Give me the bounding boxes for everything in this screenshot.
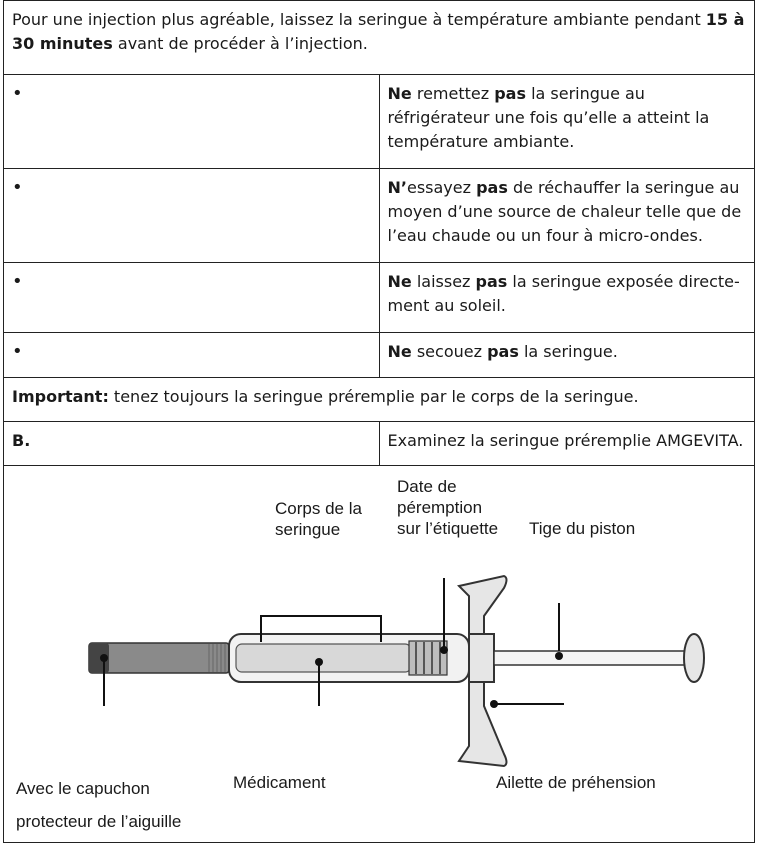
bullet-cell <box>4 333 380 378</box>
bullet-cell <box>4 263 380 333</box>
warning-row <box>4 263 755 333</box>
step-label: B. <box>12 431 31 450</box>
warning-bold: pas <box>494 84 526 103</box>
warning-text: la seringue exposée directe-ment au soleil. <box>387 272 740 315</box>
warning-row <box>4 169 755 263</box>
warning-row <box>4 333 755 378</box>
syringe-figure-cell <box>4 466 755 843</box>
important-cell <box>4 378 755 422</box>
plunger-dot <box>555 652 563 660</box>
flange-top-shape <box>459 576 507 641</box>
step-label-cell <box>4 422 380 466</box>
intro-text-a: Pour une injection plus agréable, laissez la seringue à température ambiante pendant <box>12 10 706 29</box>
label-cap-line: Avec le capuchon <box>16 779 150 798</box>
label-expiry-date <box>397 476 498 539</box>
step-text: Examinez la seringue préremplie AMGEVITA. <box>387 431 744 450</box>
cap-dot <box>100 654 108 662</box>
warning-text-cell <box>379 169 755 263</box>
warning-row <box>4 75 755 169</box>
warning-bold: Ne <box>387 272 412 291</box>
warning-bold: Ne <box>387 342 412 361</box>
warning-text: essayez <box>406 178 477 197</box>
warning-text: de réchauffer la seringue au moyen d’une source de chaleur telle que de l’eau chaude ou un four à micro-ondes. <box>387 178 742 245</box>
bullet: • <box>12 83 23 104</box>
warning-text: la seringue au réfrigérateur une fois qu’elle a atteint la température ambiante. <box>387 84 710 151</box>
flange-dot <box>490 700 498 708</box>
instruction-table <box>3 0 755 843</box>
plunger-head-shape <box>684 634 704 682</box>
bullet: • <box>12 341 23 362</box>
bullet-cell <box>4 169 380 263</box>
plunger-rod-shape <box>494 651 689 665</box>
label-body <box>275 498 362 540</box>
label-date-line: sur l’étiquette <box>397 519 499 538</box>
needle-cap-shape <box>89 643 229 673</box>
bullet-cell <box>4 75 380 169</box>
intro-cell <box>4 1 755 75</box>
label-cap-line: protecteur de l’aiguille <box>16 812 182 831</box>
label-finger-flange: Ailette de préhension <box>496 773 656 792</box>
step-row <box>4 422 755 466</box>
warning-text: secouez <box>411 342 488 361</box>
label-plunger-rod: Tige du piston <box>529 519 636 538</box>
label-body-line: Corps de la <box>275 499 362 518</box>
label-date-line: péremption <box>397 498 483 517</box>
warning-text-cell <box>379 333 755 378</box>
warning-bold: N’ <box>387 178 407 197</box>
stopper-shape <box>409 641 447 675</box>
warning-text: la seringue. <box>518 342 618 361</box>
warning-text-cell <box>379 263 755 333</box>
intro-bold-duration: 15 à 30 minutes <box>12 10 745 53</box>
bullet: • <box>12 271 23 292</box>
label-body-line: seringue <box>275 520 341 539</box>
flange-bottom-shape <box>459 678 507 766</box>
warning-bold: Ne <box>387 84 412 103</box>
medication-dot <box>315 658 323 666</box>
medication-fill-shape <box>236 644 411 672</box>
intro-row <box>4 1 755 75</box>
warning-bold: pas <box>475 272 508 291</box>
step-text-cell <box>379 422 755 466</box>
warning-bold: pas <box>476 178 508 197</box>
label-needle-cap <box>16 772 181 838</box>
warning-text: laissez <box>411 272 476 291</box>
date-dot <box>440 646 448 654</box>
flange-center-shape <box>469 634 494 682</box>
intro-text-b: avant de procéder à l’injection. <box>112 34 368 53</box>
warning-text: remettez <box>411 84 495 103</box>
warning-bold: pas <box>487 342 519 361</box>
important-row <box>4 378 755 422</box>
warning-text-cell <box>379 75 755 169</box>
important-text: tenez toujours la seringue préremplie par le corps de la seringue. <box>108 387 639 406</box>
label-medication: Médicament <box>233 773 326 792</box>
figure-row <box>4 466 755 843</box>
bullet: • <box>12 177 23 198</box>
label-date-line: Date de <box>397 477 457 496</box>
important-label: Important: <box>12 387 109 406</box>
